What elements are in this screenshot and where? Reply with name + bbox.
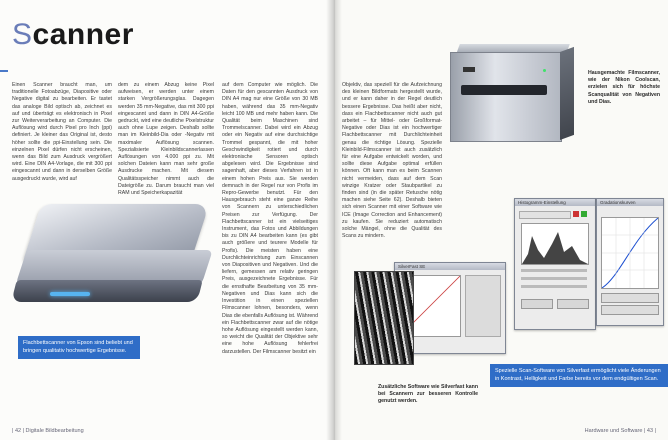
flatbed-scanner-image xyxy=(10,196,220,316)
page-title xyxy=(12,18,134,52)
curve-graph xyxy=(602,218,658,288)
film-negative-photo xyxy=(354,271,414,365)
histogram-window xyxy=(514,198,596,330)
title-rest: canner xyxy=(32,18,134,51)
photo-caption: Zusätzliche Software wie Silverfast kann bei Scannern zur besseren Kontrolle genutzt werden. xyxy=(378,384,478,405)
page-footer-right: Hardware und Software | 43 | xyxy=(584,428,656,434)
accent-rule xyxy=(0,70,8,72)
film-scanner-caption: Hausgemachte Filmscanner, wie der Nikon Coolscan, erzielen sich für höchste Scanqualität von Negativen und Dias. xyxy=(588,70,660,105)
text-column-1: Einen Scanner braucht man, um traditionelle Fotoabzüge, Diapositive oder Negative digital zu bearbeiten. Er tastet das analoge Bild optisch ab, zeichnet es auf und überträgt es elektronisch in Pixel zur Weiterverarbeitung an Computer. Die Auflösung wird durch Pixel pro Inch (ppi) definiert. Je kleiner das Original ist, desto höher sollte die ppi-Einstellung sein. Die einzelnen Pixel dürfen nicht erscheinen, wenn das Bild zum Ausdruck vergrößert wird. Eine DIN A4-Vorlage, die mit 300 ppi eingescannt und dann in derselben Größe ausgedruckt wurde, wird auf xyxy=(12,82,112,182)
histogram-window-title: Histogramm-Einstellung xyxy=(515,199,595,206)
curves-window xyxy=(596,198,664,326)
software-caption: Spezielle Scan-Software von Silverfast ermöglicht viele Änderungen in Kontrast, Helligkeit und Farbe bereits vor dem endgültigen Scan. xyxy=(490,364,668,387)
title-initial: S xyxy=(12,18,33,51)
page-gutter xyxy=(326,0,342,440)
curves-window-title: Gradationskurven xyxy=(597,199,663,206)
flatbed-caption: Flachbettscanner von Epson sind beliebt und bringen qualitativ hochwertige Ergebnisse. xyxy=(18,336,140,359)
text-column-3: auf dem Computer wie möglich. Die Daten für den gescannten Ausdruck von DIN A4 mag nur eine Größe von 30 MB haben, während das 35 mm-Negativ leicht 100 MB und mehr haben kann. Die Qualität beim Maschinen sind Trommelscanner. Dabei wird ein Abzug oder ein Negativ auf eine durchsichtige Trommel gespannt, die mit hoher Geschwindigkeit rotiert und durch elektronische Sensoren optisch abgelesen wird. Die Ergebnisse sind sagenhaft, aber dieses Verfahren ist in einem hohen Preis aus. Sie werden demnach in der Regel nur von Profis im Repro-Gewerbe benutzt. Für den Hausgebrauch steht eine ganze Reihe von Scannern zu unterschiedlichen Preisen zur Verfügung. Der Flachbettscanner ist ein vielseitiges Instrument, das Fotos und Abbildungen bis zu DIN A4 bearbeiten kann (es gibt auch größere und teurere Modelle für Profis). Die meisten haben eine Durchlichteinrichtung zum Einscannen von Diapositiven und Negativen. Und die liefern, gemessen am relativ geringen Preis, ausgezeichnete Ergebnisse. Für die ernsthafte Bearbeitung von 35 mm-Negativen und Dias kann sich die Investition in einen speziellen Filmscanner lohnen, besonders, wenn Dias die ebenfalls Auflösung ist. Während ein Flachbettscanner zwar auf die nötige hohe Auflösung eingestellt werden kann, so weicht die Qualität der Objektive sehr eine hohe Auflösung fehlerfrei darzustellen. Der Filmscanner besitzt ein xyxy=(222,82,318,355)
silverfast-window-title: SilverFast SE xyxy=(395,263,505,270)
right-page xyxy=(334,0,668,440)
film-scanner-image xyxy=(450,44,576,144)
page-footer-left: | 42 | Digitale Bildbearbeitung xyxy=(12,428,84,434)
text-column-2: dem zu einem Abzug keine Pixel aufweisen, er werden unter einem starken Vergrößerungsglas. Dagegen werden 35 mm-Negative, das mit 300 ppi eingescannt und dann in DIN A4-Größe gedruckt, wird eine deutliche Pixelstruktur auch ohne Lupe zeigen. Deshalb sollte man im Kleinbild-Dia oder -Negativ mit maximaler Auflösung scannen. Spezialisierte Kleinbildscannerlassen Auflösungen von 4.000 ppi zu. Mit solchen Dateien kann man sehr große Ausdrucke machen. Mit diesem Qualitätsspeicher nimmt auch die Dateigröße zu. Darum braucht man viel RAM und Speicherkapazität xyxy=(118,82,214,197)
histogram-graph xyxy=(522,224,588,264)
text-column-4: Objektiv, das speziell für die Aufzeichnung des kleinen Bildformats hergestellt wurde, und er kann daher in der Regel deutlich bessere Ergebnisse. Das heißt aber nicht, dass ein Flachbettscanner nicht auch gut arbeitet – für Mittel- oder Großformat-Negative oder Dias ist ein hochwertiger Flachbettscanner mit Durchlichteinheit genau die richtige Lösung. Spezielle Kleinbild-Filmscanner ist auch zusätzlich für eine Aufgabe entwickelt worden, und sollte diese Aufgabe optimal erfüllen können. Oft kann man es beim Scannen nicht vermeiden, dass auf dem Scan winzige Kratzer oder Staubpartikel zu finden sind (in die später Retusche nötig machen siehe Seite 62). Deshalb bieten sich einen Scanner mit einer Software wie ICE (Image Correction and Enhancement) zu kaufen. Sie reduziert automatisch solche Mängel, ohne die Qualität des Scans zu mindern. xyxy=(342,82,442,240)
